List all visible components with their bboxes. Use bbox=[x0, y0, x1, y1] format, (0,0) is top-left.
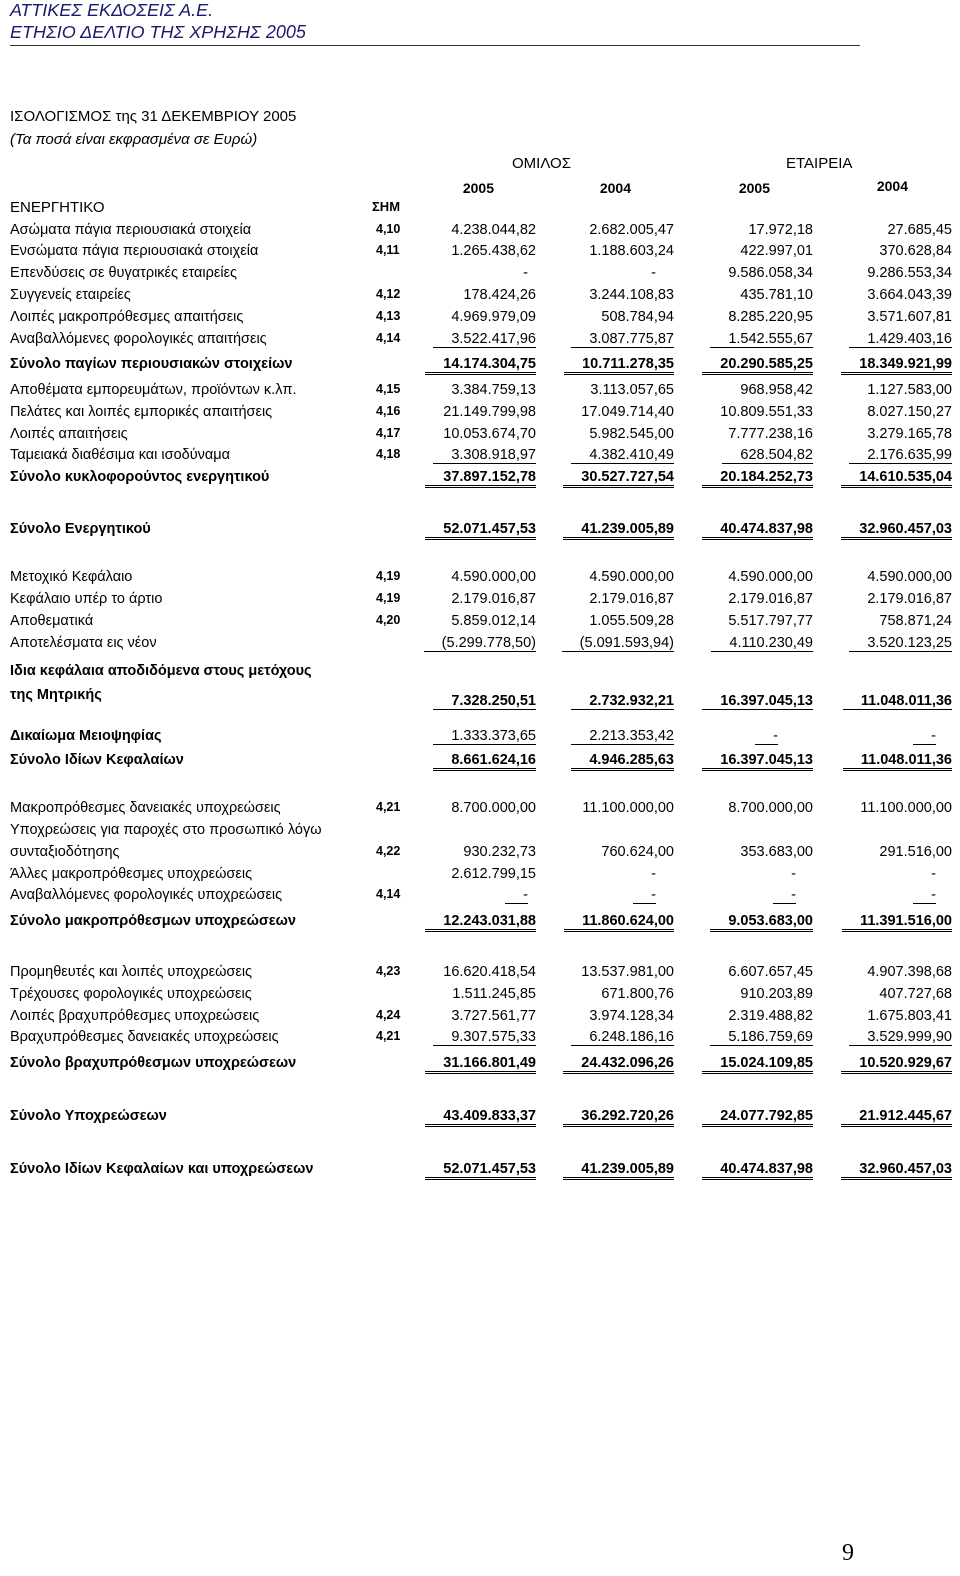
value-company-2005: 8.700.000,00 bbox=[728, 800, 813, 816]
total-row bbox=[0, 1108, 960, 1128]
value-group-2005: 14.174.304,75 bbox=[425, 356, 536, 375]
value-company-2004: 11.391.516,00 bbox=[842, 913, 952, 932]
value-group-2005: 3.308.918,97 bbox=[433, 447, 536, 464]
value-group-2005: 7.328.250,51 bbox=[433, 693, 536, 710]
year-group-2005: 2005 bbox=[462, 180, 494, 196]
value-company-2005: 24.077.792,85 bbox=[702, 1108, 813, 1127]
value-company-2005: 628.504,82 bbox=[722, 447, 813, 464]
value-group-2005: 10.053.674,70 bbox=[443, 426, 536, 442]
row-label: Βραχυπρόθεσμες δανειακές υποχρεώσεις bbox=[10, 1029, 279, 1045]
value-company-2004: 18.349.921,99 bbox=[841, 356, 952, 375]
value-group-2005: 9.307.575,33 bbox=[433, 1029, 536, 1046]
row-label: Πελάτες και λοιπές εμπορικές απαιτήσεις bbox=[10, 404, 273, 420]
value-company-2004: 11.048.011,36 bbox=[843, 693, 952, 710]
value-group-2005: 12.243.031,88 bbox=[425, 913, 536, 932]
value-company-2005: - bbox=[755, 728, 778, 745]
value-company-2004: 4.590.000,00 bbox=[867, 569, 952, 585]
value-group-2004: 1.188.603,24 bbox=[589, 243, 674, 259]
value-company-2004: 11.100.000,00 bbox=[860, 800, 952, 816]
value-group-2005: 1.333.373,65 bbox=[433, 728, 536, 745]
total-row bbox=[0, 913, 960, 933]
value-group-2005: 2.612.799,15 bbox=[451, 866, 536, 882]
page-number: 9 bbox=[842, 1540, 854, 1566]
value-company-2005: 4.590.000,00 bbox=[728, 569, 813, 585]
row-note: 4,19 bbox=[376, 569, 401, 583]
value-company-2005: 20.290.585,25 bbox=[702, 356, 813, 375]
value-company-2005: 15.024.109,85 bbox=[702, 1055, 813, 1074]
table-row bbox=[0, 447, 960, 467]
table-row bbox=[0, 1008, 960, 1028]
value-company-2005: 20.184.252,73 bbox=[702, 469, 813, 488]
value-company-2004: 3.664.043,39 bbox=[867, 287, 952, 303]
value-group-2005: 8.700.000,00 bbox=[451, 800, 536, 816]
currency-note: (Τα ποσά είναι εκφρασμένα σε Ευρώ) bbox=[10, 131, 258, 148]
value-group-2005: 3.727.561,77 bbox=[451, 1008, 536, 1024]
value-company-2005: 5.517.797,77 bbox=[728, 613, 813, 629]
total-row bbox=[0, 752, 960, 772]
value-company-2005: 9.586.058,34 bbox=[728, 265, 813, 281]
table-row bbox=[0, 800, 960, 820]
row-note: 4,14 bbox=[376, 331, 401, 345]
value-group-2005: 21.149.799,98 bbox=[443, 404, 536, 420]
value-company-2005: 17.972,18 bbox=[748, 222, 813, 238]
value-group-2005: - bbox=[505, 887, 528, 904]
row-label: Ταμειακά διαθέσιμα και ισοδύναμα bbox=[10, 447, 231, 463]
value-group-2004: 760.624,00 bbox=[601, 844, 674, 860]
value-group-2004: 3.113.057,65 bbox=[590, 382, 674, 398]
value-company-2005: 40.474.837,98 bbox=[702, 521, 813, 540]
note-column-header: ΣΗΜ bbox=[372, 199, 401, 214]
value-group-2004: 3.087.775,87 bbox=[571, 331, 674, 348]
value-company-2004: 291.516,00 bbox=[879, 844, 952, 860]
value-group-2005: 31.166.801,49 bbox=[425, 1055, 536, 1074]
row-label: Σύνολο παγίων περιουσιακών στοιχείων bbox=[10, 356, 293, 372]
value-group-2004: - bbox=[651, 265, 656, 281]
row-note: 4,10 bbox=[376, 222, 401, 236]
value-company-2004: 1.127.583,00 bbox=[867, 382, 952, 398]
total-row bbox=[0, 356, 960, 376]
value-company-2004: - bbox=[913, 887, 936, 904]
value-group-2005: 4.590.000,00 bbox=[451, 569, 536, 585]
table-row bbox=[0, 331, 960, 351]
row-label: Σύνολο Ιδίων Κεφαλαίων και υποχρεώσεων bbox=[10, 1161, 314, 1177]
value-company-2004: 3.571.607,81 bbox=[867, 309, 952, 325]
value-group-2005: 3.384.759,13 bbox=[451, 382, 536, 398]
row-note: 4,24 bbox=[376, 1008, 401, 1022]
year-company-2004: 2004 bbox=[876, 178, 908, 194]
value-company-2004: 758.871,24 bbox=[879, 613, 952, 629]
equity-label-row bbox=[0, 663, 960, 683]
row-label: Προμηθευτές και λοιπές υποχρεώσεις bbox=[10, 964, 253, 980]
year-group-2004: 2004 bbox=[599, 180, 631, 196]
value-company-2004: 3.279.165,78 bbox=[867, 426, 952, 442]
row-note: 4,15 bbox=[376, 382, 401, 396]
value-group-2005: 930.232,73 bbox=[463, 844, 536, 860]
value-group-2005: 178.424,26 bbox=[463, 287, 536, 303]
value-company-2005: 4.110.230,49 bbox=[711, 635, 813, 652]
value-company-2004: 32.960.457,03 bbox=[841, 1161, 952, 1180]
value-group-2004: 2.213.353,42 bbox=[571, 728, 674, 745]
row-note: 4,14 bbox=[376, 887, 401, 901]
value-group-2005: 8.661.624,16 bbox=[433, 752, 536, 771]
table-row bbox=[0, 569, 960, 589]
table-row bbox=[0, 1029, 960, 1049]
value-group-2004: 5.982.545,00 bbox=[589, 426, 674, 442]
table-row bbox=[0, 728, 960, 748]
table-row bbox=[0, 591, 960, 611]
value-company-2004: 1.675.803,41 bbox=[867, 1008, 952, 1024]
table-row bbox=[0, 404, 960, 424]
section-assets: ΕΝΕΡΓΗΤΙΚΟ bbox=[10, 199, 105, 216]
value-group-2004: 2.682.005,47 bbox=[589, 222, 674, 238]
value-group-2005: 16.620.418,54 bbox=[443, 964, 536, 980]
value-company-2005: 40.474.837,98 bbox=[702, 1161, 813, 1180]
row-label: Τρέχουσες φορολογικές υποχρεώσεις bbox=[10, 986, 252, 1002]
row-note: 4,18 bbox=[376, 447, 401, 461]
value-company-2005: 353.683,00 bbox=[740, 844, 813, 860]
report-title: ΕΤΗΣΙΟ ΔΕΛΤΙΟ ΤΗΣ ΧΡΗΣΗΣ 2005 bbox=[10, 22, 306, 42]
value-company-2004: - bbox=[931, 866, 936, 882]
value-company-2005: - bbox=[791, 866, 796, 882]
table-row bbox=[0, 986, 960, 1006]
total-row bbox=[0, 1055, 960, 1075]
value-company-2004: 3.520.123,25 bbox=[849, 635, 952, 652]
balance-sheet-title: ΙΣΟΛΟΓΙΣΜΟΣ της 31 ΔΕΚΕΜΒΡΙΟΥ 2005 bbox=[10, 108, 297, 125]
value-group-2004: 508.784,94 bbox=[601, 309, 674, 325]
value-company-2005: 910.203,89 bbox=[740, 986, 813, 1002]
value-group-2004: 1.055.509,28 bbox=[589, 613, 674, 629]
row-note: 4,16 bbox=[376, 404, 401, 418]
row-label: Αποθέματα εμπορευμάτων, προϊόντων κ.λπ. bbox=[10, 382, 297, 398]
row-label: Σύνολο μακροπρόθεσμων υποχρεώσεων bbox=[10, 913, 296, 929]
row-note: 4,21 bbox=[376, 1029, 401, 1043]
table-row bbox=[0, 887, 960, 907]
table-row bbox=[0, 613, 960, 633]
table-row bbox=[0, 866, 960, 886]
row-label: Αναβαλλόμενες φορολογικές απαιτήσεις bbox=[10, 331, 267, 347]
value-company-2005: 2.319.488,82 bbox=[728, 1008, 813, 1024]
year-company-2005: 2005 bbox=[738, 180, 770, 196]
value-group-2004: 2.179.016,87 bbox=[589, 591, 674, 607]
row-label: Αποθεματικά bbox=[10, 613, 94, 629]
value-company-2005: 6.607.657,45 bbox=[728, 964, 813, 980]
total-row bbox=[0, 469, 960, 489]
value-group-2004: 2.732.932,21 bbox=[571, 693, 674, 710]
value-group-2005: 5.859.012,14 bbox=[451, 613, 536, 629]
group-column-header: ΟΜΙΛΟΣ bbox=[512, 155, 571, 172]
value-group-2005: 37.897.152,78 bbox=[425, 469, 536, 488]
row-label-cont: συνταξιοδότησης bbox=[10, 844, 120, 860]
value-company-2005: 422.997,01 bbox=[740, 243, 813, 259]
value-company-2004: 2.179.016,87 bbox=[867, 591, 952, 607]
value-company-2005: 2.179.016,87 bbox=[728, 591, 813, 607]
value-company-2005: 9.053.683,00 bbox=[710, 913, 813, 932]
value-company-2005: - bbox=[773, 887, 796, 904]
value-group-2004: 4.946.285,63 bbox=[571, 752, 674, 771]
value-company-2004: 407.727,68 bbox=[879, 986, 952, 1002]
value-company-2004: 8.027.150,27 bbox=[867, 404, 952, 420]
value-company-2004: 10.520.929,67 bbox=[841, 1055, 952, 1074]
value-company-2005: 968.958,42 bbox=[740, 382, 813, 398]
value-company-2004: 14.610.535,04 bbox=[841, 469, 952, 488]
value-company-2004: 21.912.445,67 bbox=[841, 1108, 952, 1127]
value-company-2005: 435.781,10 bbox=[740, 287, 813, 303]
value-group-2005: 43.409.833,37 bbox=[425, 1108, 536, 1127]
value-company-2005: 5.186.759,69 bbox=[710, 1029, 813, 1046]
row-label: Μακροπρόθεσμες δανειακές υποχρεώσεις bbox=[10, 800, 281, 816]
row-label: Λοιπές απαιτήσεις bbox=[10, 426, 128, 442]
value-company-2004: 11.048.011,36 bbox=[843, 752, 952, 771]
value-company-2005: 7.777.238,16 bbox=[728, 426, 813, 442]
row-label: Ασώματα πάγια περιουσιακά στοιχεία bbox=[10, 222, 252, 238]
value-group-2004: 4.590.000,00 bbox=[589, 569, 674, 585]
value-group-2005: 2.179.016,87 bbox=[451, 591, 536, 607]
value-company-2005: 1.542.555,67 bbox=[710, 331, 813, 348]
value-group-2004: 671.800,76 bbox=[601, 986, 674, 1002]
value-group-2004: 3.244.108,83 bbox=[589, 287, 674, 303]
table-row bbox=[0, 426, 960, 446]
value-group-2005: 4.238.044,82 bbox=[451, 222, 536, 238]
row-label: Σύνολο βραχυπρόθεσμων υποχρεώσεων bbox=[10, 1055, 297, 1071]
row-note: 4,11 bbox=[376, 243, 400, 257]
row-label: Σύνολο κυκλοφορούντος ενεργητικού bbox=[10, 469, 270, 485]
row-label: Μετοχικό Κεφάλαιο bbox=[10, 569, 133, 585]
table-row bbox=[0, 265, 960, 285]
row-label: Λοιπές βραχυπρόθεσμες υποχρεώσεις bbox=[10, 1008, 260, 1024]
table-row-label-top bbox=[0, 822, 960, 842]
table-row bbox=[0, 309, 960, 329]
value-group-2004: 30.527.727,54 bbox=[563, 469, 674, 488]
value-group-2005: 4.969.979,09 bbox=[451, 309, 536, 325]
row-note: 4,23 bbox=[376, 964, 401, 978]
value-company-2004: - bbox=[913, 728, 936, 745]
table-row bbox=[0, 844, 960, 864]
value-group-2004: - bbox=[633, 887, 656, 904]
row-label: Σύνολο Υποχρεώσεων bbox=[10, 1108, 167, 1124]
row-label: Αποτελέσματα εις νέον bbox=[10, 635, 157, 651]
value-group-2004: 36.292.720,26 bbox=[563, 1108, 674, 1127]
row-note: 4,13 bbox=[376, 309, 401, 323]
row-label: Κεφάλαιο υπέρ το άρτιο bbox=[10, 591, 163, 607]
company-column-header: ΕΤΑΙΡΕΙΑ bbox=[786, 155, 853, 172]
value-group-2004: 3.974.128,34 bbox=[589, 1008, 674, 1024]
row-label: Ενσώματα πάγια περιουσιακά στοιχεία bbox=[10, 243, 259, 259]
value-group-2004: 6.248.186,16 bbox=[571, 1029, 674, 1046]
company-name: ΑΤΤΙΚΕΣ ΕΚΔΟΣΕΙΣ Α.Ε. bbox=[10, 0, 214, 20]
value-company-2004: 2.176.635,99 bbox=[849, 447, 952, 464]
table-row bbox=[0, 243, 960, 263]
row-label: Επενδύσεις σε θυγατρικές εταιρείες bbox=[10, 265, 238, 281]
row-label: Συγγενείς εταιρείες bbox=[10, 287, 131, 303]
value-company-2004: 1.429.403,16 bbox=[849, 331, 952, 348]
row-label-cont: της Μητρικής bbox=[10, 687, 102, 703]
total-row bbox=[0, 1161, 960, 1181]
row-label: Δικαίωμα Μειοψηφίας bbox=[10, 728, 162, 744]
row-label: Λοιπές μακροπρόθεσμες απαιτήσεις bbox=[10, 309, 244, 325]
row-label: Αναβαλλόμενες φορολογικές υποχρεώσεις bbox=[10, 887, 283, 903]
value-company-2004: 370.628,84 bbox=[879, 243, 952, 259]
row-note: 4,20 bbox=[376, 613, 401, 627]
row-label: Σύνολο Ενεργητικού bbox=[10, 521, 151, 537]
value-group-2005: 1.511.245,85 bbox=[452, 986, 536, 1002]
total-row bbox=[0, 689, 960, 709]
row-note: 4,22 bbox=[376, 844, 401, 858]
value-company-2004: 4.907.398,68 bbox=[867, 964, 952, 980]
value-group-2004: - bbox=[651, 866, 656, 882]
table-row bbox=[0, 287, 960, 307]
value-group-2004: 11.860.624,00 bbox=[564, 913, 674, 932]
value-company-2005: 16.397.045,13 bbox=[702, 752, 813, 771]
table-row bbox=[0, 382, 960, 402]
value-company-2005: 16.397.045,13 bbox=[702, 693, 813, 710]
value-group-2004: 41.239.005,89 bbox=[563, 1161, 674, 1180]
row-note: 4,12 bbox=[376, 287, 401, 301]
value-group-2005: 1.265.438,62 bbox=[451, 243, 536, 259]
value-company-2004: 32.960.457,03 bbox=[841, 521, 952, 540]
value-company-2004: 3.529.999,90 bbox=[849, 1029, 952, 1046]
value-group-2004: 13.537.981,00 bbox=[581, 964, 674, 980]
value-company-2005: 10.809.551,33 bbox=[720, 404, 813, 420]
value-group-2004: 11.100.000,00 bbox=[582, 800, 674, 816]
value-company-2004: 27.685,45 bbox=[887, 222, 952, 238]
section-header-row bbox=[0, 199, 960, 219]
total-row bbox=[0, 521, 960, 541]
value-group-2004: 24.432.096,26 bbox=[563, 1055, 674, 1074]
value-group-2004: 4.382.410,49 bbox=[571, 447, 674, 464]
row-label: Άλλες μακροπρόθεσμες υποχρεώσεις bbox=[10, 866, 253, 882]
row-note: 4,19 bbox=[376, 591, 401, 605]
value-group-2004: (5.091.593,94) bbox=[562, 635, 674, 652]
table-row bbox=[0, 222, 960, 242]
table-row bbox=[0, 964, 960, 984]
row-note: 4,21 bbox=[376, 800, 401, 814]
value-group-2004: 10.711.278,35 bbox=[564, 356, 674, 375]
value-group-2004: 41.239.005,89 bbox=[563, 521, 674, 540]
row-label: Σύνολο Ιδίων Κεφαλαίων bbox=[10, 752, 184, 768]
row-note: 4,17 bbox=[376, 426, 401, 440]
value-group-2005: 3.522.417,96 bbox=[433, 331, 536, 348]
value-group-2004: 17.049.714,40 bbox=[581, 404, 674, 420]
value-group-2005: 52.071.457,53 bbox=[425, 1161, 536, 1180]
value-company-2004: 9.286.553,34 bbox=[867, 265, 952, 281]
row-label: Υποχρεώσεις για παροχές στο προσωπικό λόγω bbox=[10, 822, 322, 838]
value-company-2005: 8.285.220,95 bbox=[728, 309, 813, 325]
value-group-2005: - bbox=[523, 265, 528, 281]
value-group-2005: (5.299.778,50) bbox=[424, 635, 536, 652]
value-group-2005: 52.071.457,53 bbox=[425, 521, 536, 540]
table-row bbox=[0, 635, 960, 655]
header-rule bbox=[10, 45, 860, 46]
row-label: Ιδια κεφάλαια αποδιδόμενα στους μετόχους bbox=[10, 663, 312, 679]
